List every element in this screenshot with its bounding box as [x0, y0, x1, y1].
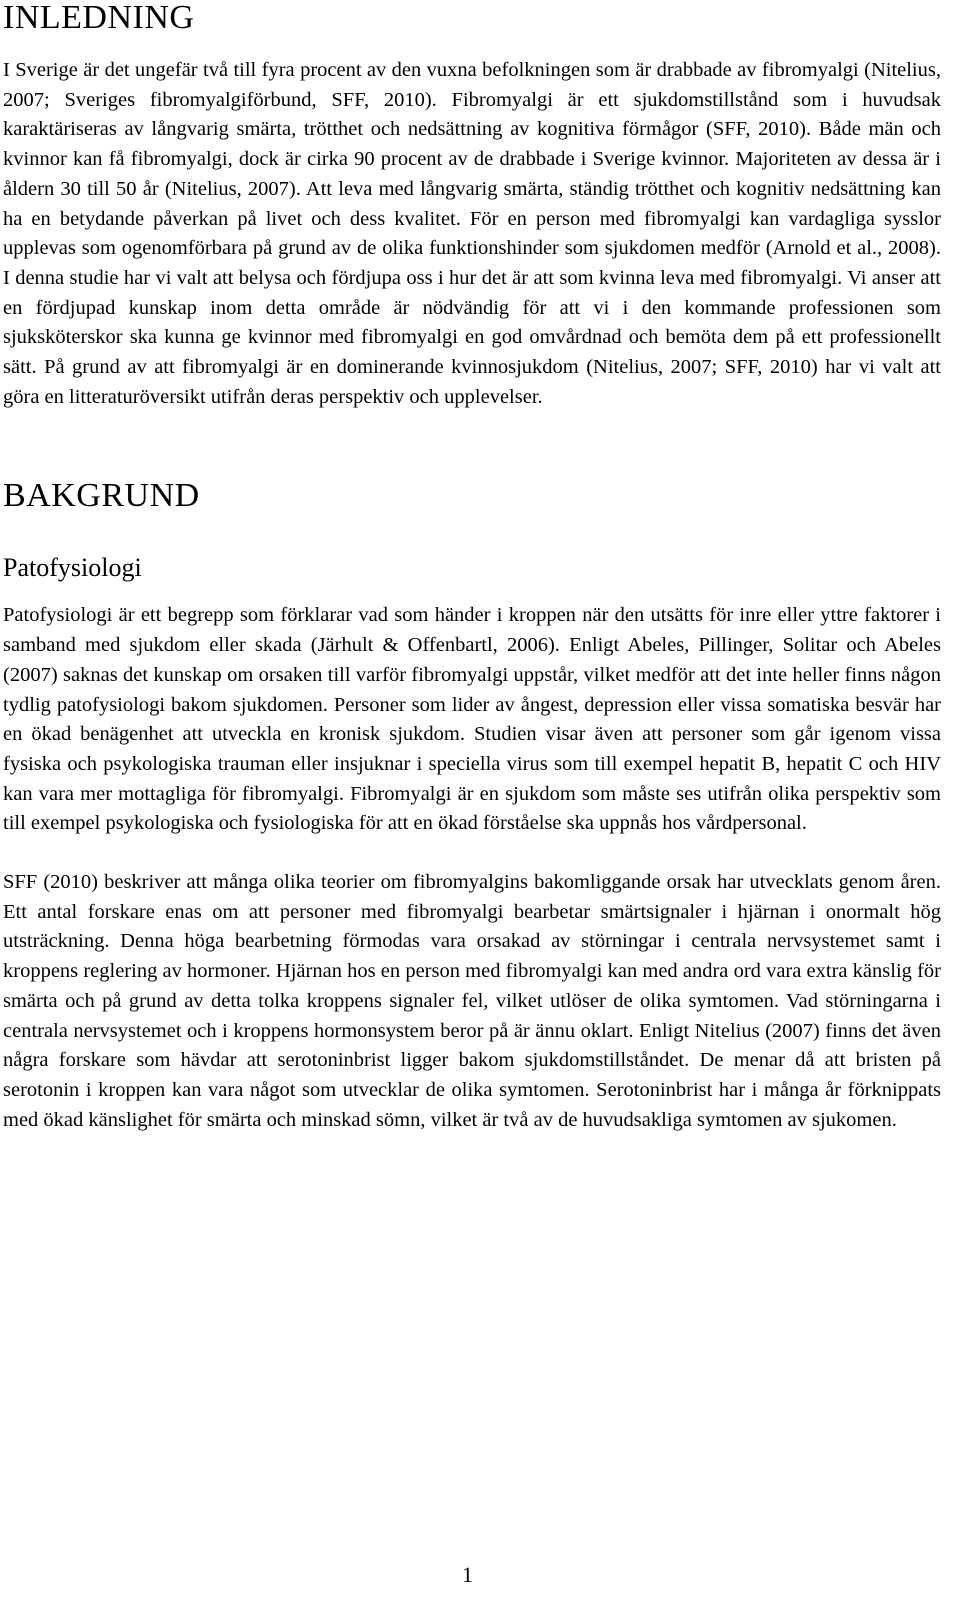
section-heading-intro: INLEDNING [3, 0, 195, 36]
subheading-pathophysiology: Patofysiologi [3, 553, 142, 583]
intro-paragraph: I Sverige är det ungefär två till fyra procent av den vuxna befolkningen som är drabbade av fibromyalgi (Nitelius, 2007; Sveriges fibromyalgiförbund, SFF, 2010). Fibromyalgi är ett sjukdomstillstånd som i huvudsak karaktäriseras av långvarig smärta, trötthet och nedsättning av kognitiva förmågor (SFF, 2010). Både män och kvinnor kan få fibromyalgi, dock är cirka 90 procent av de drabbade i Sverige kvinnor. Majoriteten av dessa är i åldern 30 till 50 år (Nitelius, 2007). Att leva med långvarig smärta, ständig trötthet och kognitiv nedsättning kan ha en betydande påverkan på livet och dess kvalitet. För en person med fibromyalgi kan vardagliga sysslor upplevas som ogenomförbara på grund av de olika funktionshinder som sjukdomen medför (Arnold et al., 2008). I denna studie har vi valt att belysa och fördjupa oss i hur det är att som kvinna leva med fibromyalgi. Vi anser att en fördjupad kunskap inom detta område är nödvändig för att vi i den kommande professionen som sjuksköterskor ska kunna ge kvinnor med fibromyalgi en god omvårdnad och bemöta dem på ett professionellt sätt. På grund av att fibromyalgi är en dominerande kvinnosjukdom (Nitelius, 2007; SFF, 2010) har vi valt att göra en litteraturöversikt utifrån deras perspektiv och upplevelser. [3, 59, 941, 408]
document-page [3, 0, 941, 1135]
page-number: 1 [462, 1562, 473, 1587]
section-heading-background: BAKGRUND [3, 477, 200, 515]
background-paragraph-2: SFF (2010) beskriver att många olika teorier om fibromyalgins bakomliggande orsak har utvecklats genom åren. Ett antal forskare enas om att personer med fibromyalgi bearbetar smärtsignaler i hjärnan i onormalt hög utsträckning. Denna höga bearbetning förmodas vara orsakad av störningar i centrala nervsystemet samt i kroppens reglering av hormoner. Hjärnan hos en person med fibromyalgi kan med andra ord vara extra känslig för smärta och på grund av detta tolka kroppens signaler fel, vilket utlöser de olika symtomen. Vad störningarna i centrala nervsystemet och i kroppens hormonsystem beror på är ännu oklart. Enligt Nitelius (2007) finns det även några forskare som hävdar att serotoninbrist ligger bakom sjukdomstillståndet. De menar då att bristen på serotonin i kroppen kan vara något som utvecklar de olika symtomen. Serotoninbrist har i många år förknippats med ökad känslighet för smärta och minskad sömn, vilket är två av de huvudsakliga symtomen av sjukomen. [3, 871, 941, 1131]
background-paragraph-1: Patofysiologi är ett begrepp som förklarar vad som händer i kroppen när den utsätts för inre eller yttre faktorer i samband med sjukdom eller skada (Järhult & Offenbartl, 2006). Enligt Abeles, Pillinger, Solitar och Abeles (2007) saknas det kunskap om orsaken till varför fibromyalgi uppstår, vilket medför att det inte heller finns någon tydlig patofysiologi bakom sjukdomen. Personer som lider av ångest, depression eller vissa somatiska besvär har en ökad benägenhet att utveckla en kronisk sjukdom. Studien visar även att personer som går igenom vissa fysiska och psykologiska trauman eller insjuknar i speciella virus som till exempel hepatit B, hepatit C och HIV kan vara mer mottagliga för fibromyalgi. Fibromyalgi är en sjukdom som måste ses utifrån olika perspektiv som till exempel psykologiska och fysiologiska för att en ökad förståelse ska uppnås hos vårdpersonal. [3, 604, 941, 835]
